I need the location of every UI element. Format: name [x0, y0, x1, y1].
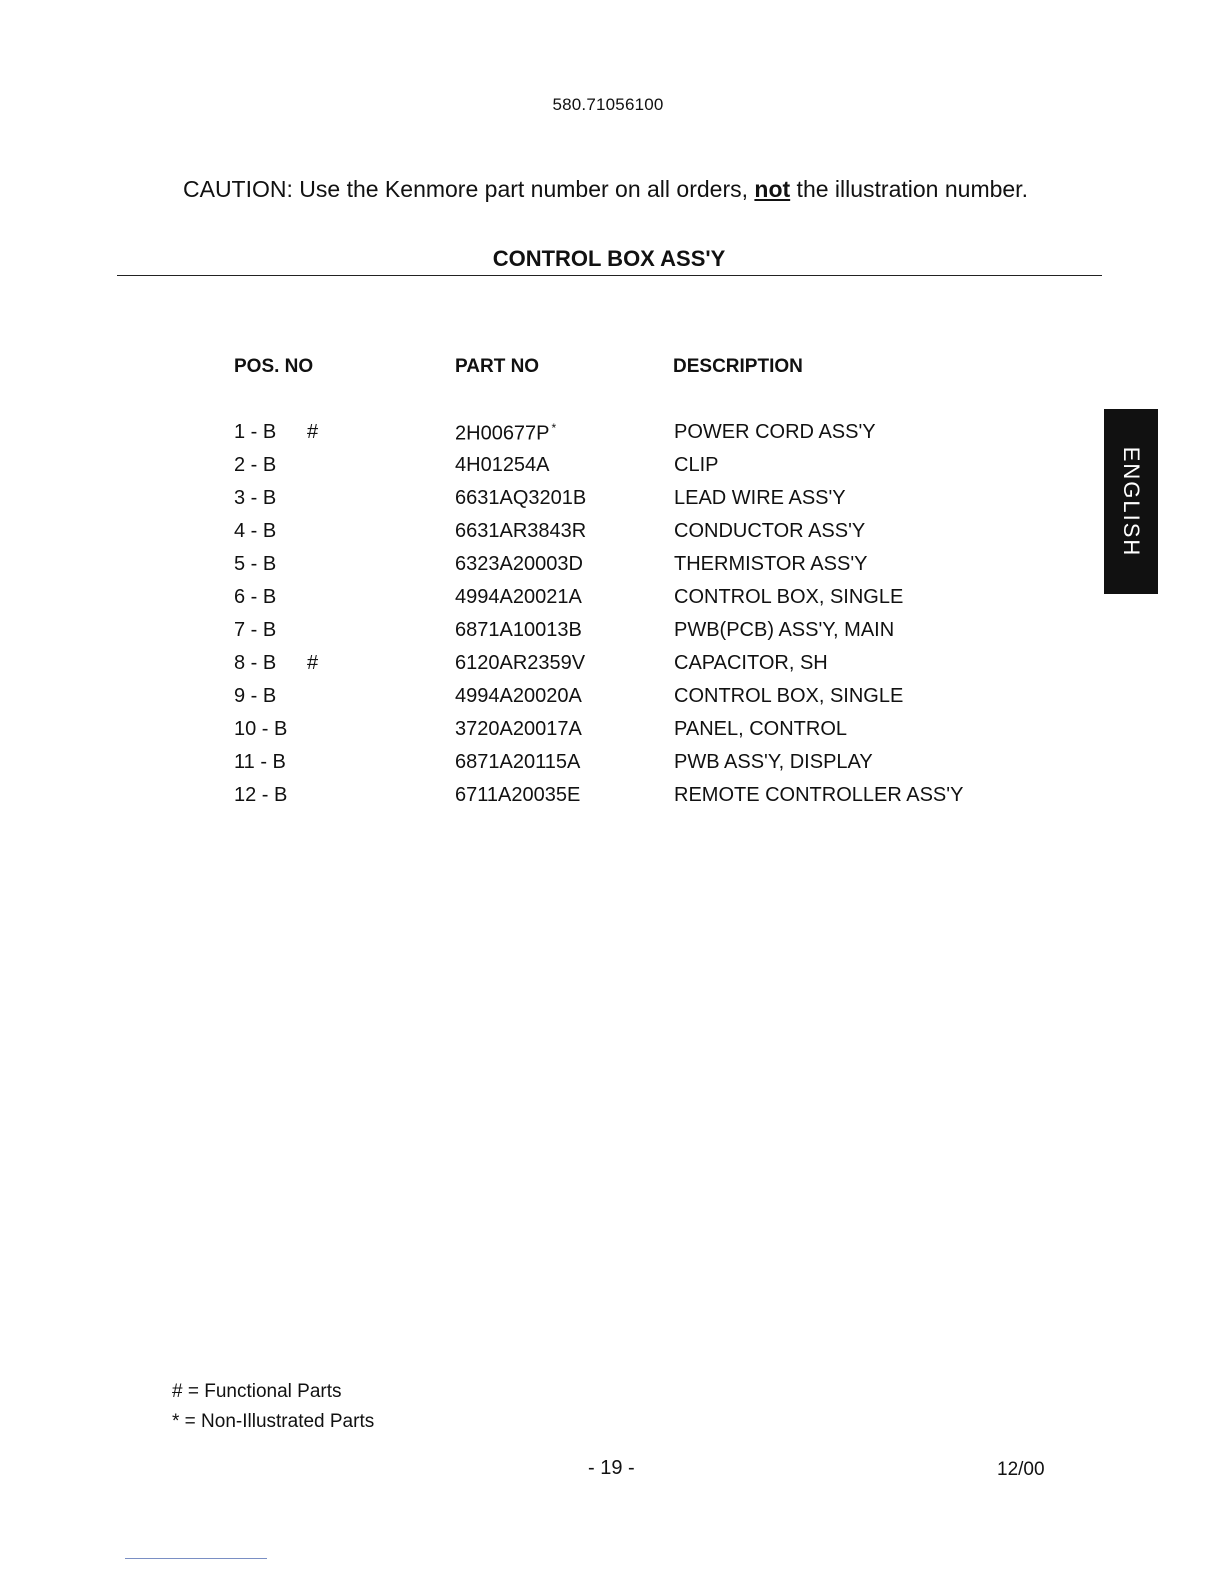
part-cell: 6871A20115A	[455, 751, 581, 773]
pos-cell: 9 - B	[234, 685, 277, 707]
desc-cell: PWB(PCB) ASS'Y, MAIN	[674, 619, 895, 641]
pos-cell: 6 - B	[234, 586, 277, 608]
caution-notice	[183, 176, 1028, 203]
functional-mark: #	[307, 421, 319, 443]
desc-cell: CLIP	[674, 454, 719, 476]
pos-cell: 2 - B	[234, 454, 277, 476]
header-description: DESCRIPTION	[673, 356, 803, 377]
title-rule	[117, 275, 1102, 276]
language-tab	[1104, 409, 1158, 594]
section-title: CONTROL BOX ASS'Y	[492, 246, 726, 271]
pos-cell: 8 - B	[234, 652, 277, 674]
header-part-no: PART NO	[455, 356, 540, 377]
legend-functional: # = Functional Parts	[172, 1381, 342, 1402]
table-row	[0, 648, 1100, 681]
page-number: - 19 -	[588, 1457, 635, 1479]
table-row	[0, 714, 1100, 747]
pos-cell: 4 - B	[234, 520, 277, 542]
part-cell: 3720A20017A	[455, 718, 582, 740]
part-cell: 6871A10013B	[455, 619, 582, 641]
table-row	[0, 681, 1100, 714]
desc-cell: CONTROL BOX, SINGLE	[674, 586, 904, 608]
non-illustrated-mark: *	[551, 421, 557, 435]
part-cell: 6631AR3843R	[455, 520, 587, 542]
pos-cell: 10 - B	[234, 718, 288, 740]
table-row	[0, 417, 1100, 450]
desc-cell: CAPACITOR, SH	[674, 652, 828, 674]
table-row	[0, 549, 1100, 582]
part-number: 2H00677P	[455, 422, 550, 445]
desc-cell: CONTROL BOX, SINGLE	[674, 685, 904, 707]
parts-table	[0, 417, 1100, 813]
bottom-rule	[125, 1558, 267, 1559]
desc-cell: POWER CORD ASS'Y	[674, 421, 876, 443]
desc-cell: CONDUCTOR ASS'Y	[674, 520, 866, 542]
part-cell	[455, 421, 556, 446]
caution-emphasis: not	[754, 176, 791, 202]
part-cell: 6323A20003D	[455, 553, 583, 575]
desc-cell: THERMISTOR ASS'Y	[674, 553, 868, 575]
pos-cell: 5 - B	[234, 553, 277, 575]
pos-cell: 7 - B	[234, 619, 277, 641]
part-cell: 6631AQ3201B	[455, 487, 587, 509]
pos-cell: 11 - B	[234, 751, 286, 773]
part-cell: 4994A20021A	[455, 586, 582, 608]
caution-suffix: the illustration number.	[790, 176, 1028, 202]
part-cell: 6711A20035E	[455, 784, 581, 806]
legend-non-illustrated: * = Non-Illustrated Parts	[172, 1411, 375, 1432]
language-tab-label: ENGLISH	[1119, 446, 1144, 557]
desc-cell: PANEL, CONTROL	[674, 718, 847, 740]
desc-cell: PWB ASS'Y, DISPLAY	[674, 751, 873, 773]
pos-cell: 12 - B	[234, 784, 288, 806]
model-number: 580.71056100	[552, 95, 664, 114]
desc-cell: REMOTE CONTROLLER ASS'Y	[674, 784, 964, 806]
table-row	[0, 450, 1100, 483]
part-cell: 4994A20020A	[455, 685, 582, 707]
table-row	[0, 582, 1100, 615]
table-row	[0, 516, 1100, 549]
functional-mark: #	[307, 652, 319, 674]
table-row	[0, 615, 1100, 648]
table-row	[0, 483, 1100, 516]
caution-prefix: CAUTION: Use the Kenmore part number on all orders,	[183, 176, 755, 202]
pos-cell: 3 - B	[234, 487, 277, 509]
part-cell: 6120AR2359V	[455, 652, 586, 674]
header-pos-no: POS. NO	[234, 356, 314, 377]
table-row	[0, 780, 1100, 813]
desc-cell: LEAD WIRE ASS'Y	[674, 487, 846, 509]
table-row	[0, 747, 1100, 780]
revision-date: 12/00	[997, 1459, 1045, 1480]
pos-cell: 1 - B	[234, 421, 277, 443]
part-cell: 4H01254A	[455, 454, 550, 476]
